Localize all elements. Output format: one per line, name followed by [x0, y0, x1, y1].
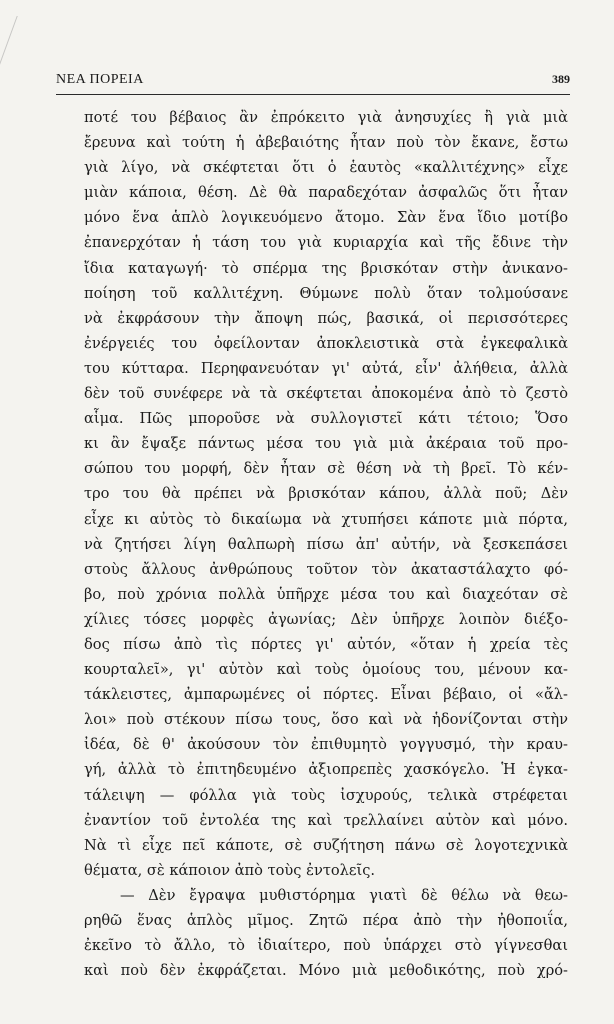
text-line: ποτέ του βέβαιος ἂν ἐπρόκειτο γιὰ ἀνησυχίες ἢ γιὰ μιὰ — [84, 109, 568, 126]
text-line: μιὰν κάποια, θέση. Δὲ θὰ παραδεχόταν ἀσφαλῶς ὅτι ἦταν — [84, 184, 568, 202]
body-text — [84, 105, 568, 983]
text-line: γιὰ λίγο, νὰ σκέφτεται ὅτι ὁ ἑαυτὸς «καλλιτέχνης» εἶχε — [84, 159, 568, 177]
text-line: κουρταλεῖ», γι' αὐτὸν καὶ τοὺς ὁμοίους του, μένουν κα- — [84, 661, 568, 679]
text-line: αἷμα. Πῶς μποροῦσε νὰ συλλογιστεῖ κάτι τέτοιο; Ὅσο — [84, 410, 568, 428]
page-header — [56, 72, 570, 90]
text-line: Νὰ τὶ εἶχε πεῖ κάποτε, σὲ συζήτηση πάνω σὲ λογοτεχνικὰ — [84, 836, 568, 854]
text-line: — Δὲν ἔγραψα μυθιστόρημα γιατὶ δὲ θέλω νὰ θεω- — [120, 886, 568, 904]
text-line: στοὺς ἄλλους ἀνθρώπους τοῦτον τὸν ἀκαταστάλαχτο φό- — [84, 560, 568, 578]
header-rule — [56, 94, 570, 95]
text-line: θέματα, σὲ κάποιον ἀπὸ τοὺς ἐντολεῖς. — [84, 861, 376, 879]
text-line: λοι» ποὺ στέκουν πίσω τους, ὅσο καὶ νὰ ἡδονίζονται στὴν — [84, 711, 568, 729]
text-line: ἐναντίον τοῦ ἐντολέα της καὶ τρελλαίνει αὐτὸν καὶ μόνο. — [84, 811, 568, 829]
text-line: νὰ ζητήσει λίγη θαλπωρὴ πίσω ἀπ' αὐτήν, νὰ ξεσκεπάσει — [84, 535, 568, 553]
text-line: ἔρευνα καὶ τούτη ἡ ἀβεβαιότης ἦταν ποὺ τὸν ἔκανε, ἔστω — [84, 134, 568, 152]
text-line: χίλιες τόσες μορφὲς ἀγωνίας; Δὲν ὑπῆρχε λοιπὸν διέξο- — [84, 610, 568, 628]
text-line: τάκλειστες, ἀμπαρωμένες οἱ πόρτες. Εἶναι βέβαιο, οἱ «ἄλ- — [84, 686, 568, 704]
text-line: σώπου του μορφή, δὲν ἦταν σὲ θέση νὰ τὴ βρεῖ. Τὸ κέν- — [84, 460, 568, 478]
text-line: ποίηση τοῦ καλλιτέχνη. Θύμωνε πολὺ ὅταν τολμούσανε — [84, 284, 568, 302]
text-line: βο, ποὺ χρόνια πολλὰ ὑπῆρχε μέσα του καὶ διαχεόταν σὲ — [84, 585, 568, 603]
text-line: γή, ἀλλὰ τὸ ἐπιτηδευμένο ἀξιοπρεπὲς χασκόγελο. Ἡ ἐγκα- — [84, 761, 568, 779]
text-line: δὲν τοῦ συνέφερε νὰ τὰ σκέφτεται ἀποκομένα ἀπὸ τὸ ζεστὸ — [84, 385, 568, 403]
text-line: δος πίσω ἀπὸ τὶς πόρτες γι' αὐτόν, «ὅταν ἡ χρεία τὲς — [84, 635, 568, 653]
text-line: ἰδέα, δὲ θ' ἀκούσουν τὸν ἐπιθυμητὸ γογγυσμό, τὴν κραυ- — [84, 736, 568, 754]
running-title: ΝΕΑ ΠΟΡΕΙΑ — [56, 72, 144, 87]
text-line: νὰ ἐκφράσουν τὴν ἄποψη πώς, βασικά, οἱ περισσότερες — [84, 309, 568, 327]
text-line: ἴδια καταγωγή· τὸ σπέρμα της βρισκόταν στὴν ἀνικανο- — [84, 259, 568, 277]
page-number: 389 — [552, 72, 570, 86]
text-line: μόνο ἕνα ἁπλὸ λογικευόμενο ἄτομο. Σὰν ἕνα ἴδιο μοτίβο — [84, 209, 568, 227]
scan-edge-mark — [0, 16, 40, 86]
text-line: ἐνέργειές του ὀφείλονταν ἀποκλειστικὰ στὰ ἐγκεφαλικὰ — [84, 334, 568, 352]
text-line: εἶχε κι αὐτὸς τὸ δικαίωμα νὰ χτυπήσει κάποτε μιὰ πόρτα, — [84, 510, 568, 528]
text-line: καὶ ποὺ δὲν ἐκφράζεται. Μόνο μιὰ μεθοδικότης, ποὺ χρό- — [84, 962, 568, 980]
text-line: ρηθῶ ἕνας ἁπλὸς μῖμος. Ζητῶ πέρα ἀπὸ τὴν ἠθοποιΐα, — [84, 912, 568, 929]
text-line: ἐπανερχόταν ἡ τάση του γιὰ κυριαρχία καὶ τῆς ἔδινε τὴν — [84, 234, 568, 252]
text-line: του κύτταρα. Περηφανευόταν γι' αὐτά, εἶν' ἀλήθεια, ἀλλὰ — [84, 359, 568, 377]
text-line: τάλειψη — φόλλα γιὰ τοὺς ἰσχυρούς, τελικὰ στρέφεται — [84, 786, 568, 804]
text-line: ἐκεῖνο τὸ ἄλλο, τὸ ἰδιαίτερο, ποὺ ὑπάρχει στὸ γίγνεσθαι — [84, 937, 568, 955]
text-line: τρο του θὰ πρέπει νὰ βρισκόταν κάπου, ἀλλὰ ποῦ; Δὲν — [84, 485, 568, 503]
text-line: κι ἂν ἔψαξε πάντως μέσα του γιὰ μιὰ ἀκέραια τοῦ προ- — [84, 435, 568, 453]
